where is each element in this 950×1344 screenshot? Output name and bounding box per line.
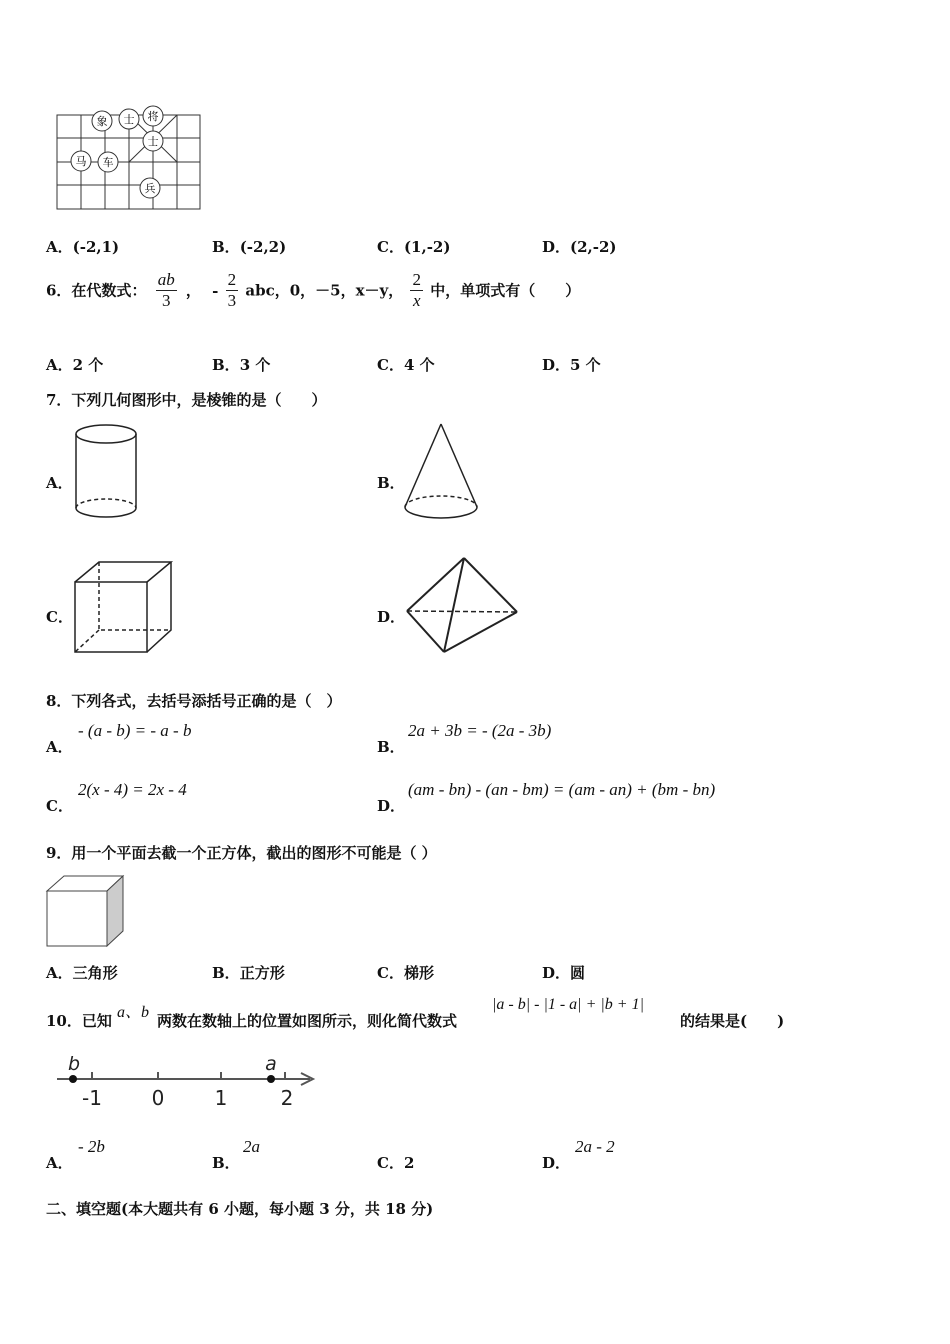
q10-option-c[interactable]: C．2 [377, 1154, 415, 1172]
cube-figure[interactable] [72, 558, 177, 658]
chess-piece-ma [71, 151, 91, 171]
q8-stem: 8．下列各式，去括号添括号正确的是（ ） [46, 692, 342, 710]
q10-expr: |a - b| - |1 - a| + |b + 1| [492, 996, 644, 1013]
q6-option-b[interactable]: B．3 个 [212, 356, 271, 374]
point-a-label: a [265, 1053, 277, 1075]
q10-option-a-expr: - 2b [78, 1137, 105, 1156]
svg-text:士: 士 [147, 135, 159, 148]
svg-text:兵: 兵 [144, 182, 156, 195]
q8-expr-d: (am - bn) - (an - bm) = (am - an) + (bm - bn) [408, 780, 716, 799]
svg-text:士: 士 [123, 113, 135, 126]
q8-expr-c: 2(x - 4) = 2x - 4 [78, 780, 187, 799]
q10-option-a[interactable]: A． [46, 1154, 73, 1172]
q9-option-c[interactable]: C．梯形 [377, 964, 434, 982]
chess-board-figure [50, 103, 210, 213]
tick-label-2: 2 [280, 1086, 294, 1110]
solid-cube-figure [46, 874, 126, 949]
q9-option-a[interactable]: A．三角形 [46, 964, 118, 982]
q10-option-d-expr: 2a - 2 [575, 1137, 615, 1156]
q6-option-c[interactable]: C．4 个 [377, 356, 435, 374]
point-b-marker [69, 1075, 77, 1083]
q8-label-b[interactable]: B． [377, 738, 405, 756]
q8-label-d[interactable]: D． [377, 797, 406, 815]
section-2-title: 二、填空题(本大题共有 6 小题，每小题 3 分，共 18 分) [46, 1200, 434, 1218]
q6-option-d[interactable]: D．5 个 [542, 356, 601, 374]
svg-text:车: 车 [102, 156, 114, 169]
point-a-marker [267, 1075, 275, 1083]
q7-label-a[interactable]: A． [46, 474, 73, 492]
tick-label-1: 1 [214, 1086, 228, 1110]
q10-vars: a、b [117, 1004, 150, 1021]
q5-option-a[interactable]: A．(-2,1) [46, 238, 120, 256]
q7-stem: 7．下列几何图形中，是棱锥的是（ ） [46, 391, 327, 409]
q9-option-d[interactable]: D．圆 [542, 964, 586, 982]
q10-lead: 10．已知 [46, 1012, 112, 1030]
q5-option-b[interactable]: B．(-2,2) [212, 238, 287, 256]
tick-label-neg1: -1 [82, 1086, 102, 1110]
tick-label-0: 0 [151, 1086, 165, 1110]
q6-stem: 6．在代数式： $\frac{ab}{3}$ ， - $\frac{2}{3}$ abc，0，－5，x－y， $\frac{2}{x}$ 中，单项式有（ ） [46, 270, 581, 310]
chess-piece-jiang [143, 106, 163, 126]
chess-piece-shi-2 [143, 131, 163, 151]
q6-option-a[interactable]: A．2 个 [46, 356, 104, 374]
cylinder-figure[interactable] [72, 422, 142, 522]
q10-option-d[interactable]: D． [542, 1154, 571, 1172]
q9-option-b[interactable]: B．正方形 [212, 964, 285, 982]
chess-piece-shi-1 [119, 109, 139, 129]
q10-option-b[interactable]: B． [212, 1154, 240, 1172]
svg-text:将: 将 [147, 110, 159, 123]
q9-stem: 9．用一个平面去截一个正方体，截出的图形不可能是（ ） [46, 844, 437, 862]
pyramid-figure[interactable] [402, 555, 522, 655]
q8-label-c[interactable]: C． [46, 797, 73, 815]
q8-label-a[interactable]: A． [46, 738, 73, 756]
chess-piece-bing [140, 178, 160, 198]
point-b-label: b [67, 1053, 81, 1075]
q10-tail: 的结果是( ) [680, 1012, 785, 1030]
q7-label-c[interactable]: C． [46, 608, 73, 626]
q10-option-b-expr: 2a [243, 1137, 260, 1156]
q7-label-b[interactable]: B． [377, 474, 405, 492]
svg-text:马: 马 [75, 155, 87, 168]
chess-piece-xiang [92, 111, 112, 131]
svg-text:象: 象 [96, 115, 108, 128]
q8-expr-a: - (a - b) = - a - b [78, 721, 192, 740]
q5-option-c[interactable]: C．(1,-2) [377, 238, 451, 256]
q8-expr-b: 2a + 3b = - (2a - 3b) [408, 721, 552, 740]
chess-piece-che [98, 152, 118, 172]
number-line-figure [55, 1053, 335, 1113]
cone-figure[interactable] [402, 422, 482, 522]
q7-label-d[interactable]: D． [377, 608, 406, 626]
q10-mid: 两数在数轴上的位置如图所示，则化简代数式 [157, 1012, 458, 1030]
q5-option-d[interactable]: D．(2,-2) [542, 238, 617, 256]
